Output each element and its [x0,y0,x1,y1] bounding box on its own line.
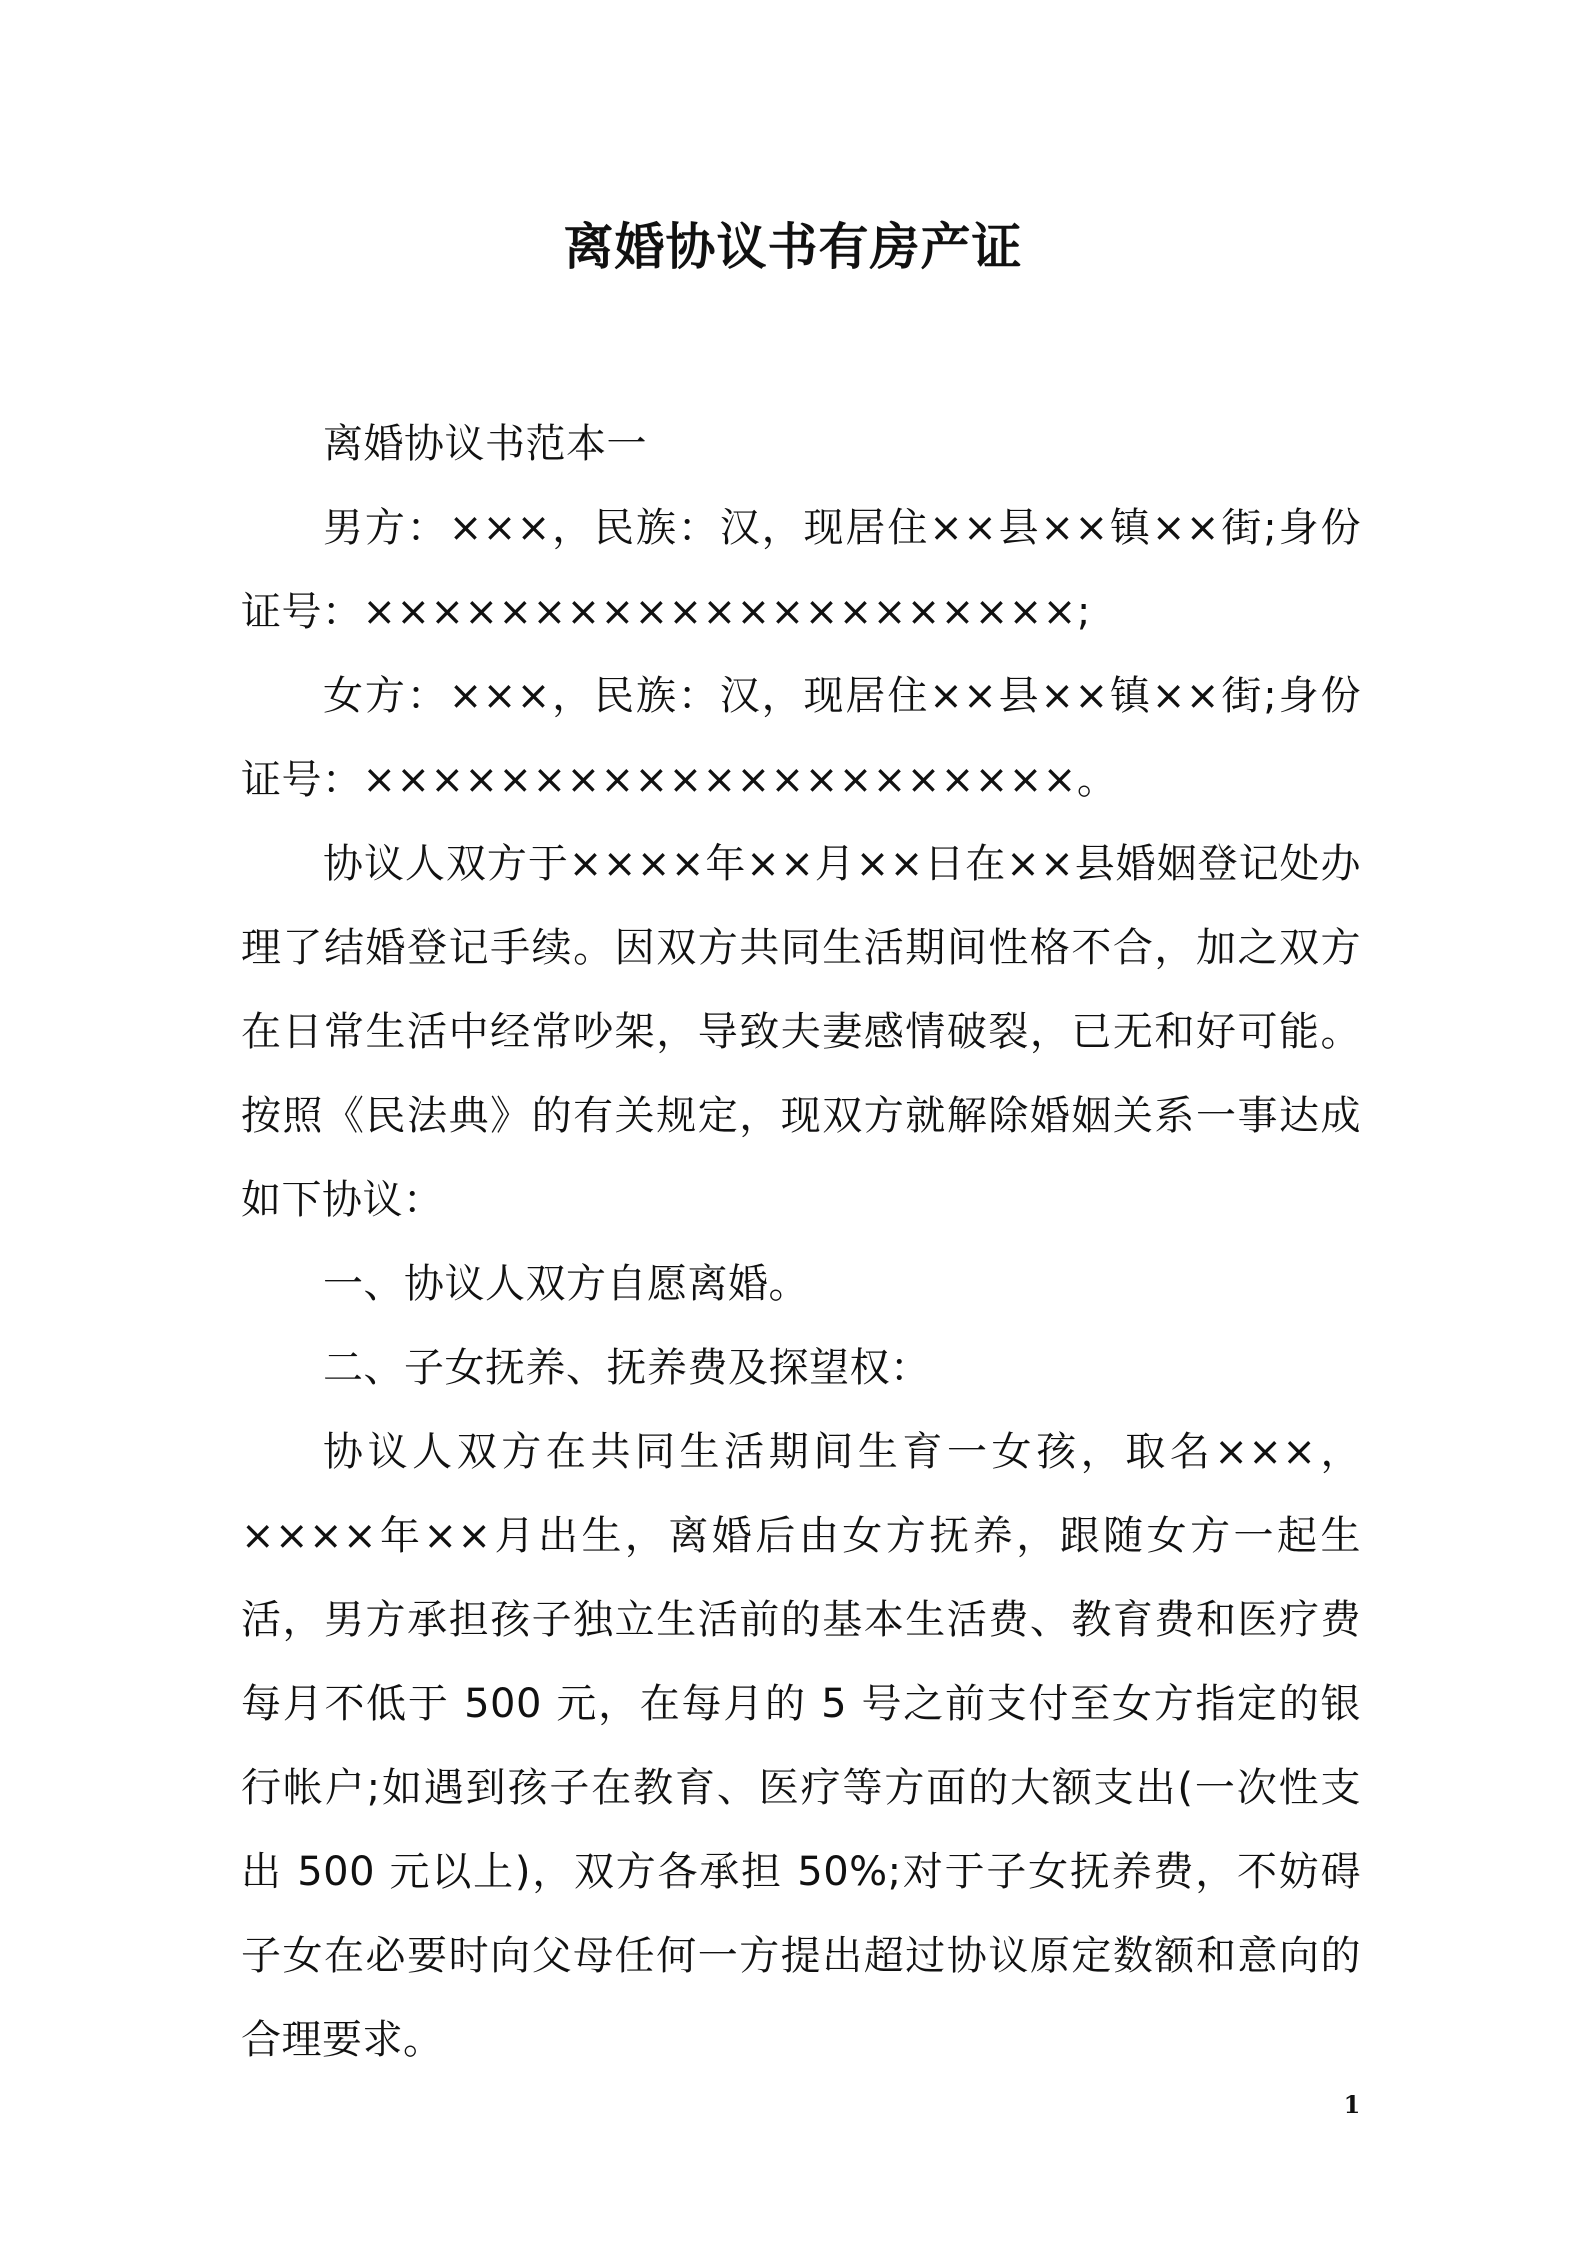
agreement-preamble: 协议人双方于××××年××月××日在××县婚姻登记处办理了结婚登记手续。因双方共同生活期间性格不合，加之双方在日常生活中经常吵架，导致夫妻感情破裂，已无和好可能。按照《民法典》的有关规定，现双方就解除婚姻关系一事达成如下协议： [241,841,1361,1223]
clause-one: 一、协议人双方自愿离婚。 [323,1261,809,1307]
clause-two-heading: 二、子女抚养、抚养费及探望权： [323,1345,931,1391]
section-heading: 离婚协议书范本一 [323,421,647,467]
document-title: 离婚协议书有房产证 [563,217,1023,276]
child-custody-paragraph: 协议人双方在共同生活期间生育一女孩，取名×××，××××年××月出生，离婚后由女方抚养，跟随女方一起生活，男方承担孩子独立生活前的基本生活费、教育费和医疗费每月不低于 500 元，在每月的 5 号之前支付至女方指定的银行帐户;如遇到孩子在教育、医疗等方面的大额支出(一次性支出 500 元以上)，双方各承担 50%;对于子女抚养费，不妨碍子女在必要时向父母任何一方提出超过协议原定数额和意向的合理要求。 [241,1429,1361,2063]
male-party-info: 男方：×××，民族：汉，现居住××县××镇××街;身份证号：×××××××××××××××××××××; [241,505,1361,635]
document-body [241,402,1361,2082]
page-number: 1 [1343,2090,1361,2119]
female-party-info: 女方：×××，民族：汉，现居住××县××镇××街;身份证号：×××××××××××××××××××××。 [241,673,1361,803]
